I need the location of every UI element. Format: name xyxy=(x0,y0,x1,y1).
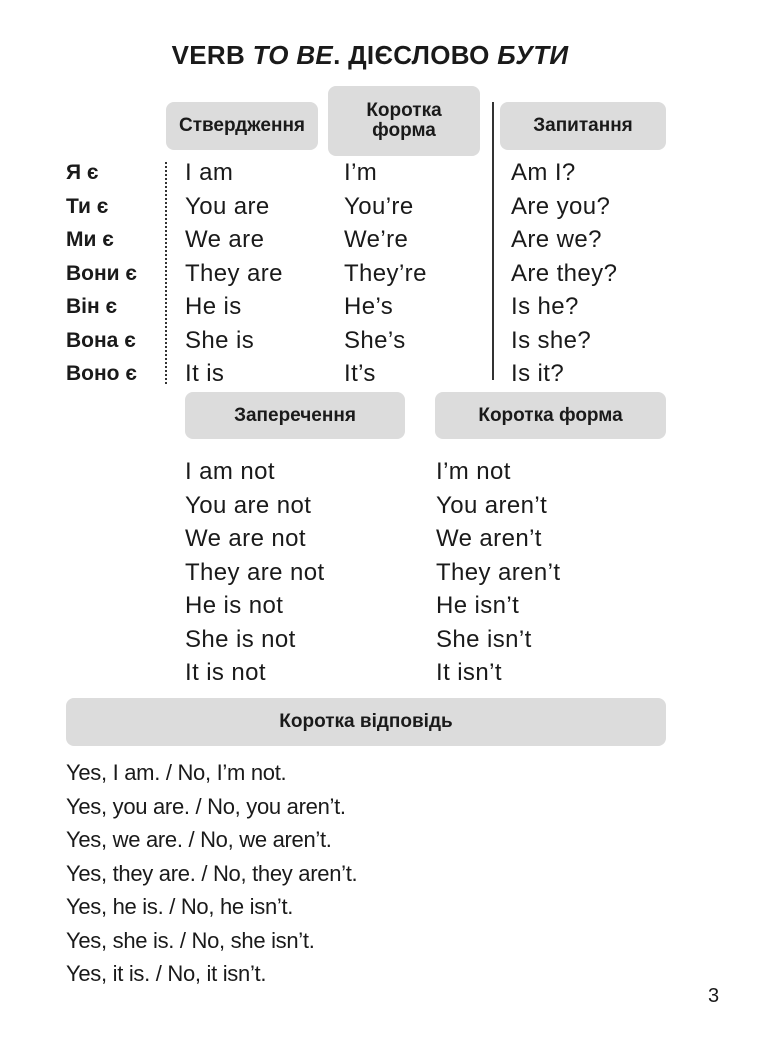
dotted-divider xyxy=(165,162,167,384)
pronoun-item: Я є xyxy=(66,161,99,184)
short-answer-item: Yes, he is. / No, he isn’t. xyxy=(66,894,294,919)
title-italic-buty: БУТИ xyxy=(497,40,569,70)
negative-item: He is not xyxy=(185,592,284,619)
short-answer-item: Yes, we are. / No, we aren’t. xyxy=(66,827,332,852)
header-negative-short-form: Коротка форма xyxy=(435,392,666,439)
affirmative-item: We are xyxy=(185,226,265,253)
pronoun-item: Вони є xyxy=(66,261,138,285)
question-item: Am I? xyxy=(511,159,576,186)
affirmative-item: They are xyxy=(185,259,283,287)
negative-item: You are not xyxy=(185,491,312,519)
affirmative-item: It is xyxy=(185,360,225,387)
short-form-item: It’s xyxy=(344,360,376,387)
negative-item: They are not xyxy=(185,558,325,586)
negative-short-item: He isn’t xyxy=(436,592,520,619)
negative-short-column xyxy=(436,455,560,690)
short-form-item: They’re xyxy=(344,259,427,287)
affirmative-item: You are xyxy=(185,192,270,220)
header-negative: Заперечення xyxy=(185,392,405,439)
negative-item: She is not xyxy=(185,625,296,653)
pronoun-item: Ми є xyxy=(66,228,114,251)
question-item: Is he? xyxy=(511,293,579,320)
short-answer-item: Yes, it is. / No, it isn’t. xyxy=(66,961,267,986)
question-item: Are they? xyxy=(511,259,618,287)
short-form-item: We’re xyxy=(344,226,409,253)
pronoun-item: Ти є xyxy=(66,194,109,218)
question-item: Is she? xyxy=(511,326,592,354)
title-middle: . ДІЄСЛОВО xyxy=(333,40,498,70)
title-prefix: VERB xyxy=(171,40,253,70)
pronouns-column xyxy=(66,156,137,391)
question-item: Is it? xyxy=(511,360,565,387)
negative-item: We are not xyxy=(185,525,306,552)
negative-item: I am not xyxy=(185,458,275,485)
header-affirmative: Ствердження xyxy=(166,102,318,150)
pronoun-item: Вона є xyxy=(66,328,136,352)
negative-short-item: I’m not xyxy=(436,458,511,485)
header-short-form: Коротка форма xyxy=(328,86,480,156)
negative-item: It is not xyxy=(185,659,266,686)
short-answer-item: Yes, you are. / No, you aren’t. xyxy=(66,793,346,819)
negative-short-item: They aren’t xyxy=(436,558,561,586)
short-form-item: He’s xyxy=(344,293,394,320)
affirmative-item: He is xyxy=(185,293,242,320)
affirmative-item: I am xyxy=(185,159,234,186)
page-number: 3 xyxy=(708,985,720,1007)
header-question: Запитання xyxy=(500,102,666,150)
negative-short-item: It isn’t xyxy=(436,659,502,686)
negative-short-item: She isn’t xyxy=(436,625,532,653)
negative-short-item: We aren’t xyxy=(436,525,542,552)
short-form-item: I’m xyxy=(344,159,378,186)
solid-divider xyxy=(492,102,494,380)
negative-short-item: You aren’t xyxy=(436,491,548,519)
short-form-item: You’re xyxy=(344,192,414,220)
negative-column xyxy=(185,455,325,690)
pronoun-item: Воно є xyxy=(66,362,137,385)
page-title xyxy=(0,40,740,71)
short-form-column xyxy=(344,156,427,391)
question-column xyxy=(511,156,617,391)
question-item: Are we? xyxy=(511,226,602,253)
short-answers-list xyxy=(66,756,357,991)
affirmative-column xyxy=(185,156,283,391)
title-italic-to-be: TO BE xyxy=(252,40,334,70)
short-form-item: She’s xyxy=(344,326,406,354)
pronoun-item: Він є xyxy=(66,295,118,318)
question-item: Are you? xyxy=(511,192,611,220)
short-answer-item: Yes, she is. / No, she isn’t. xyxy=(66,927,315,953)
short-answer-item: Yes, they are. / No, they aren’t. xyxy=(66,860,358,886)
affirmative-item: She is xyxy=(185,326,255,354)
header-short-answer: Коротка відповідь xyxy=(66,698,666,746)
short-answer-item: Yes, I am. / No, I’m not. xyxy=(66,760,287,785)
